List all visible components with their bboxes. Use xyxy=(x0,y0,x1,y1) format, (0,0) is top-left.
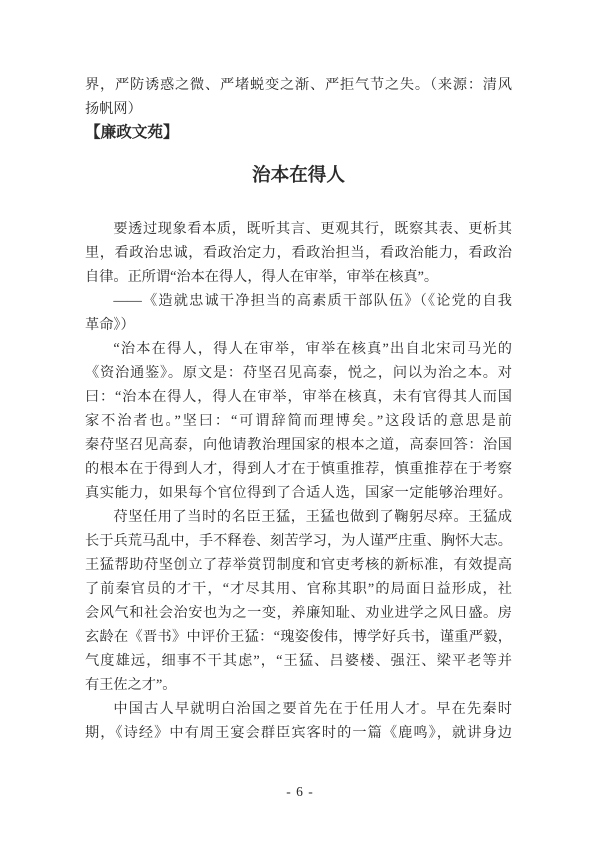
text-line: 家不治者也。”坚曰：“可谓辞简而理博矣。”这段话的意思是前 xyxy=(85,413,512,429)
continuation-paragraph xyxy=(85,73,512,121)
text-line: 扬帆网） xyxy=(85,101,142,117)
content-area xyxy=(85,73,512,745)
text-line: 中国古人早就明白治国之要首先在于任用人才。早在先秦时 xyxy=(113,701,512,717)
text-line: 革命》） xyxy=(85,317,135,333)
text-line: 有王佐之才”。 xyxy=(85,677,177,693)
text-line: 王猛帮助苻坚创立了荐举赏罚制度和官吏考核的新标准，有效提高 xyxy=(85,557,512,573)
paragraph xyxy=(85,505,512,697)
text-line: 了前秦官员的才干，“才尽其用、官称其职”的局面日益形成，社 xyxy=(85,581,512,597)
text-line: 界，严防诱惑之微、严堵蜕变之渐、严拒气节之失。（来源：清风 xyxy=(85,77,512,93)
text-line: “治本在得人，得人在审举，审举在核真”出自北宋司马光的 xyxy=(113,341,512,357)
text-line: 里，看政治忠诚，看政治定力，看政治担当，看政治能力，看政治 xyxy=(85,245,512,261)
section-header: 【廉政文苑】 xyxy=(85,124,179,141)
text-line: 苻坚任用了当时的名臣王猛，王猛也做到了鞠躬尽瘁。王猛成 xyxy=(113,509,512,525)
text-line: 玄龄在《晋书》中评价王猛：“瑰姿俊伟，博学好兵书，谨重严毅， xyxy=(85,629,512,645)
text-line: 会风气和社会治安也为之一变，养廉知耻、劝业进学之风日盛。房 xyxy=(85,605,512,621)
text-line: 《资治通鉴》。原文是：苻坚召见高泰，悦之，问以为治之本。对 xyxy=(85,365,512,381)
article-body xyxy=(85,217,512,745)
text-line: 秦苻坚召见高泰，向他请教治理国家的根本之道，高泰回答：治国 xyxy=(85,437,512,453)
text-line: 期，《诗经》中有周王宴会群臣宾客时的一篇《鹿鸣》，就讲身边 xyxy=(85,725,512,741)
article-title: 治本在得人 xyxy=(252,165,345,186)
paragraph xyxy=(85,697,512,745)
paragraph xyxy=(85,289,512,337)
text-line: 真实能力，如果每个官位得到了合适人选，国家一定能够治理好。 xyxy=(85,485,512,501)
text-line: 要透过现象看本质，既听其言、更观其行，既察其表、更析其 xyxy=(113,221,512,237)
text-line: 的根本在于得到人才，得到人才在于慎重推荐，慎重推荐在于考察 xyxy=(85,461,512,477)
text-line: 气度雄远，细事不干其虑”，“王猛、吕婆楼、强汪、梁平老等并 xyxy=(85,653,512,669)
text-line: ——《造就忠诚干净担当的高素质干部队伍》（《论党的自我 xyxy=(113,293,512,309)
text-line: 曰：“治本在得人，得人在审举，审举在核真，未有官得其人而国 xyxy=(85,389,512,405)
text-line: 自律。正所谓“治本在得人，得人在审举，审举在核真”。 xyxy=(85,269,439,285)
paragraph xyxy=(85,217,512,289)
page-number: - 6 - xyxy=(286,784,314,799)
paragraph xyxy=(85,337,512,505)
text-line: 长于兵荒马乱中，手不释卷、刻苦学习，为人谨严庄重、胸怀大志。 xyxy=(85,533,512,549)
